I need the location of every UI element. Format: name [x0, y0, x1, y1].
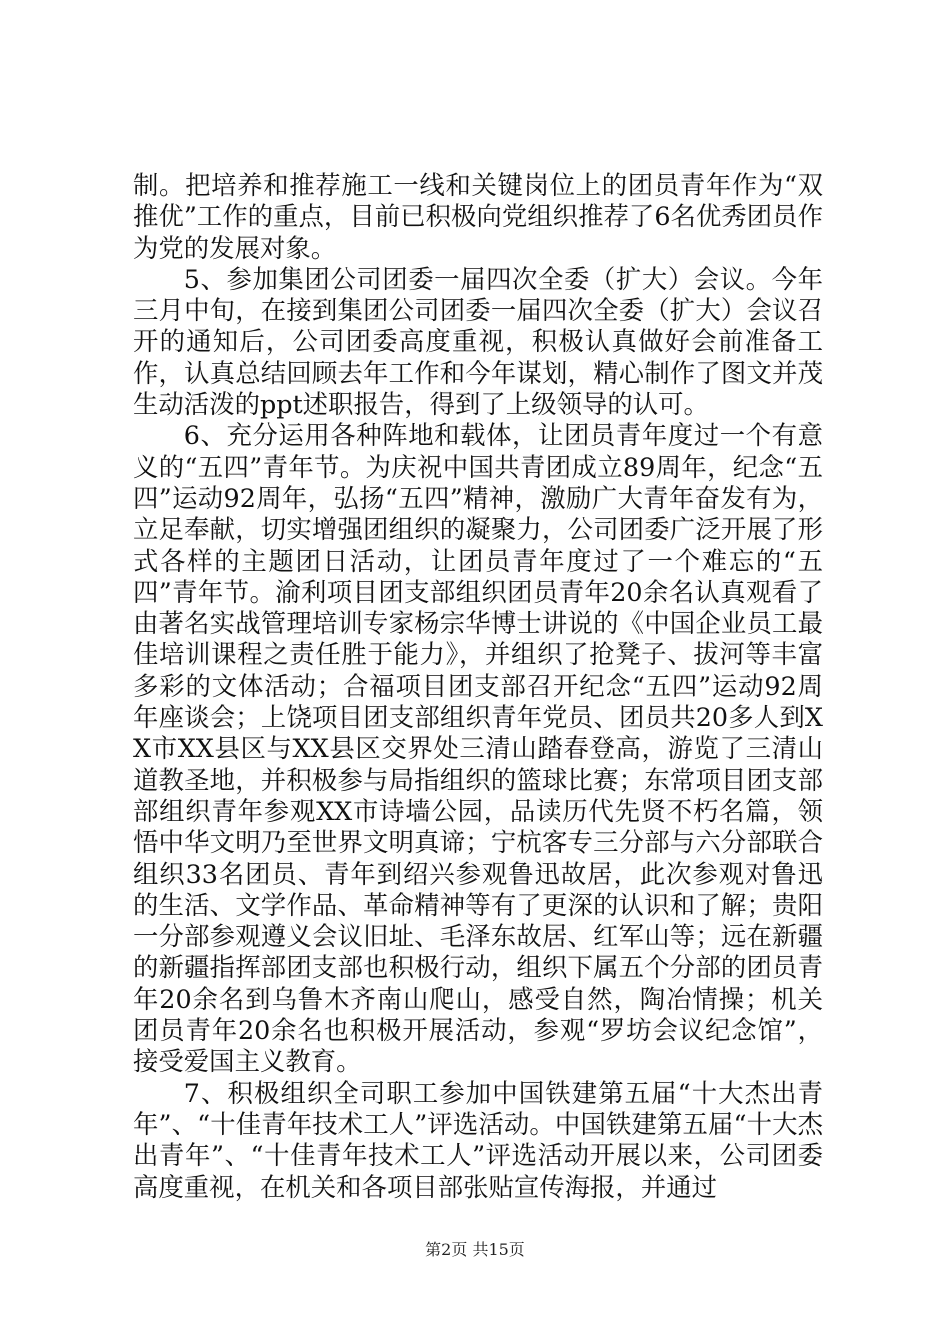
paragraph-item-7: 7、积极组织全司职工参加中国铁建第五届“十大杰出青年”、“十佳青年技术工人”评选活动。中国铁建第五届“十大杰出青年”、“十佳青年技术工人”评选活动开展以来，公司团委高度重视，在机关和各项目部张贴宣传海报，并通过	[133, 1077, 823, 1202]
page-number-footer: 第2页 共15页	[425, 1240, 525, 1259]
paragraph-continuation: 制。把培养和推荐施工一线和关键岗位上的团员青年作为“双推优”工作的重点，目前已积极向党组织推荐了6名优秀团员作为党的发展对象。	[133, 170, 823, 263]
paragraph-item-6: 6、充分运用各种阵地和载体，让团员青年度过一个有意义的“五四”青年节。为庆祝中国共青团成立89周年，纪念“五四”运动92周年，弘扬“五四”精神，激励广大青年奋发有为，立足奉献，切实增强团组织的凝聚力，公司团委广泛开展了形式各样的主题团日活动，让团员青年度过了一个难忘的“五四”青年节。渝利项目团支部组织团员青年20余名认真观看了由著名实战管理培训专家杨宗华博士讲说的《中国企业员工最佳培训课程之责任胜于能力》，并组织了抢凳子、拔河等丰富多彩的文体活动；合福项目团支部召开纪念“五四”运动92周年座谈会；上饶项目团支部组织青年党员、团员共20多人到XX市XX县区与XX县区交界处三清山踏春登高，游览了三清山道教圣地，并积极参与局指组织的篮球比赛；东常项目团支部部组织青年参观XX市诗墙公园，品读历代先贤不朽名篇，领悟中华文明乃至世界文明真谛；宁杭客专三分部与六分部联合组织33名团员、青年到绍兴参观鲁迅故居，此次参观对鲁迅的生活、文学作品、革命精神等有了更深的认识和了解；贵阳一分部参观遵义会议旧址、毛泽东故居、红军山等；远在新疆的新疆指挥部团支部也积极行动，组织下属五个分部的团员青年20余名到乌鲁木齐南山爬山，感受自然，陶冶情操；机关团员青年20余名也积极开展活动，参观“罗坊会议纪念馆”，接受爱国主义教育。	[133, 420, 823, 1077]
paragraph-item-5: 5、参加集团公司团委一届四次全委（扩大）会议。今年三月中旬，在接到集团公司团委一届四次全委（扩大）会议召开的通知后，公司团委高度重视，积极认真做好会前准备工作，认真总结回顾去年工作和今年谋划，精心制作了图文并茂生动活泼的ppt述职报告，得到了上级领导的认可。	[133, 263, 823, 420]
document-body	[133, 170, 823, 1203]
